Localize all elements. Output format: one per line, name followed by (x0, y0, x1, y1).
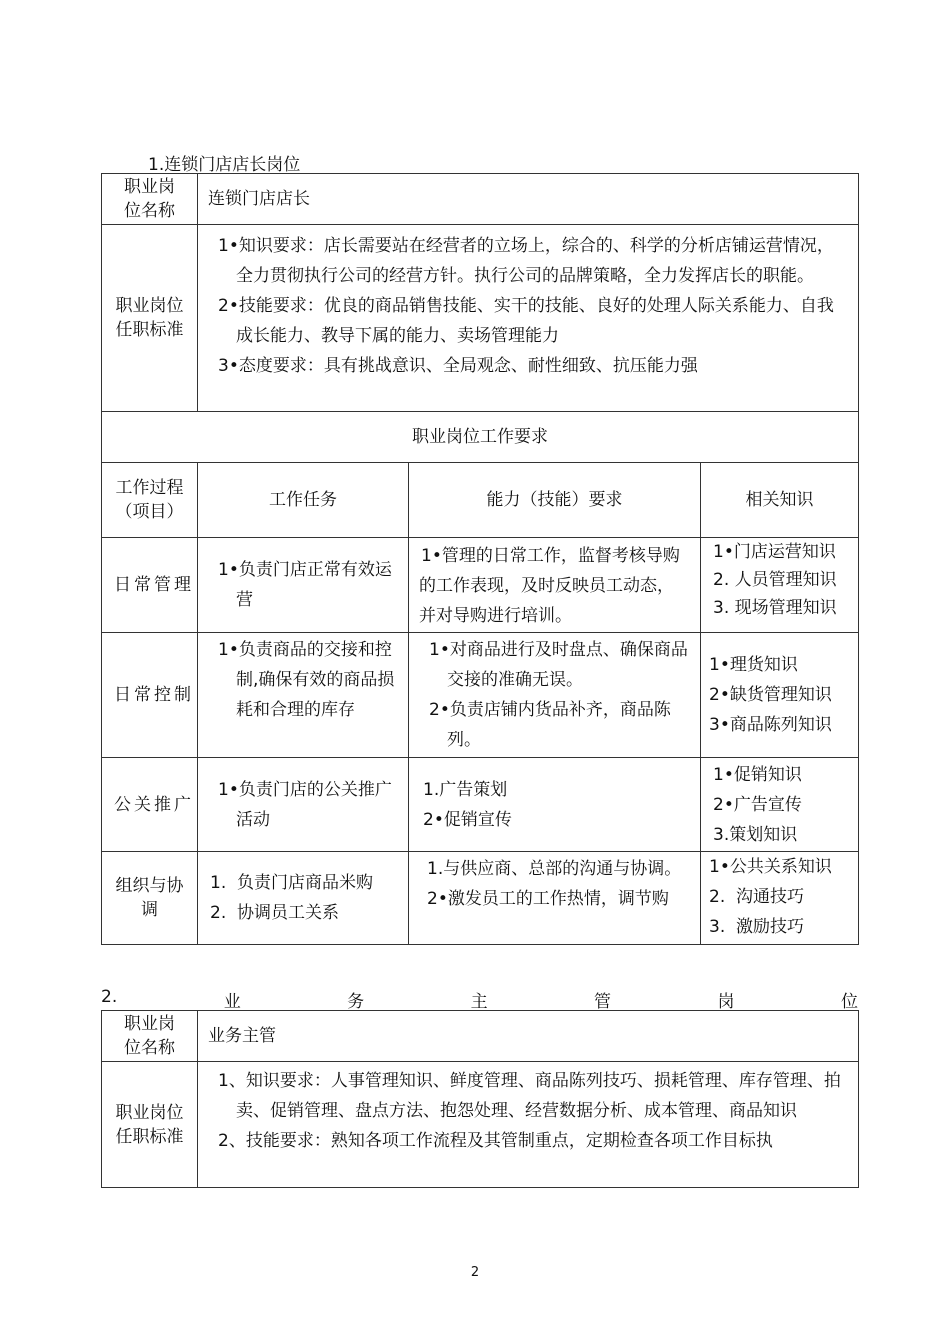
ability-item: 1.广告策划 (423, 779, 508, 800)
col-header-process: 工作过程（项目） (102, 463, 198, 538)
task-item: 1. 负责门店商品米购 (210, 873, 374, 893)
knowledge-item: 3•商品陈列知识 (709, 715, 832, 735)
table-row-process (102, 633, 198, 758)
job-name-label: 职业岗位名称 (102, 1011, 198, 1062)
process-label: 组织与协调 (115, 876, 184, 920)
job-standard-content (198, 1062, 859, 1188)
process-label: 公关推广 (114, 794, 191, 815)
section2-title-part: 主 (470, 992, 488, 1012)
knowledge-item: 2•缺货管理知识 (709, 685, 832, 705)
section2-title-part: 2. (101, 987, 118, 1007)
ability-item: 1.与供应商、总部的沟通与协调。 (427, 859, 682, 879)
ability-item: 2•激发员工的工作热情，调节购 (427, 889, 669, 909)
col-header-ability: 能力（技能）要求 (409, 463, 701, 538)
table-row-ability (409, 758, 701, 852)
section2-title-part: 业 (223, 992, 241, 1012)
standard-item: 3•态度要求：具有挑战意识、全局观念、耐性细致、抗压能力强 (218, 356, 698, 376)
table-row-process (102, 538, 198, 633)
table-row-task (198, 538, 409, 633)
table-row-knowledge (701, 633, 859, 758)
table-row-knowledge (701, 852, 859, 945)
table-row-task (198, 633, 409, 758)
ability-item: 2•促销宣传 (423, 809, 512, 830)
job-name-value: 连锁门店店长 (198, 174, 859, 225)
table-row-ability (409, 538, 701, 633)
table-row-task (198, 852, 409, 945)
standard-item: 2•技能要求：优良的商品销售技能、实干的技能、良好的处理人际关系能力、自我成长能力、教导下属的能力、卖场管理能力 (218, 296, 834, 346)
section2-title (101, 987, 858, 1012)
knowledge-item: 1•促销知识 (713, 764, 802, 785)
knowledge-item: 2•广告宣传 (713, 794, 802, 815)
knowledge-item: 1•公共关系知识 (709, 857, 832, 877)
ability-text: 1•管理的日常工作，监督考核导购的工作表现，及时反映员工动态，并对导购进行培训。 (419, 546, 680, 626)
job-standard-label: 职业岗位任职标准 (102, 225, 198, 412)
table-row-task (198, 758, 409, 852)
section2-title-part: 管 (594, 992, 612, 1012)
col-header-task: 工作任务 (198, 463, 409, 538)
col-header-knowledge: 相关知识 (701, 463, 859, 538)
section1-title: 1.连锁门店店长岗位 (148, 155, 301, 175)
job-name-label: 职业岗位名称 (102, 174, 198, 225)
task-item: 2. 协调员工关系 (210, 903, 340, 923)
ability-item: 2•负责店铺内货品补齐，商品陈列。 (429, 700, 671, 750)
job-name-value: 业务主管 (198, 1011, 859, 1062)
knowledge-item: 1•理货知识 (709, 655, 798, 675)
ability-item: 1•对商品进行及时盘点、确保商品交接的准确无误。 (429, 640, 688, 690)
job-standard-label: 职业岗位任职标准 (102, 1062, 198, 1188)
section2-title-part: 岗 (717, 992, 735, 1012)
table-row-process (102, 852, 198, 945)
work-requirements-header: 职业岗位工作要求 (102, 412, 859, 463)
table-row-knowledge (701, 538, 859, 633)
knowledge-item: 3. 现场管理知识 (713, 598, 837, 618)
knowledge-item: 3. 激励技巧 (709, 917, 805, 937)
standard-item: 1、知识要求：人事管理知识、鲜度管理、商品陈列技巧、损耗管理、库存管理、拍卖、促销管理、盘点方法、抱怨处理、经营数据分析、成本管理、商品知识 (218, 1071, 841, 1121)
process-label: 日常管理 (114, 575, 191, 595)
knowledge-item: 2. 人员管理知识 (713, 570, 837, 590)
task-text: 1•负责门店的公关推广活动 (218, 779, 392, 830)
knowledge-item: 1•门店运营知识 (713, 542, 836, 562)
section2-title-part: 务 (347, 992, 365, 1012)
table-row-knowledge (701, 758, 859, 852)
table-row-process (102, 758, 198, 852)
standard-item: 2、技能要求：熟知各项工作流程及其管制重点，定期检查各项工作目标执 (218, 1131, 773, 1151)
standard-item: 1•知识要求：店长需要站在经营者的立场上，综合的、科学的分析店铺运营情况，全力贯彻执行公司的经营方针。执行公司的品牌策略，全力发挥店长的职能。 (218, 236, 834, 286)
knowledge-item: 3.策划知识 (713, 824, 798, 845)
section2-title-part: 位 (840, 992, 858, 1012)
knowledge-item: 2. 沟通技巧 (709, 887, 805, 907)
page-number: 2 (470, 1265, 480, 1280)
job-standard-content (198, 225, 859, 412)
table-row-ability (409, 852, 701, 945)
process-label: 日常控制 (114, 685, 191, 705)
task-text: 1•负责商品的交接和控制,确保有效的商品损耗和合理的库存 (218, 640, 395, 720)
task-text: 1•负责门店正常有效运营 (218, 560, 392, 610)
job-table-store-manager (101, 173, 859, 945)
table-row-ability (409, 633, 701, 758)
job-table-business-supervisor (101, 1010, 859, 1188)
